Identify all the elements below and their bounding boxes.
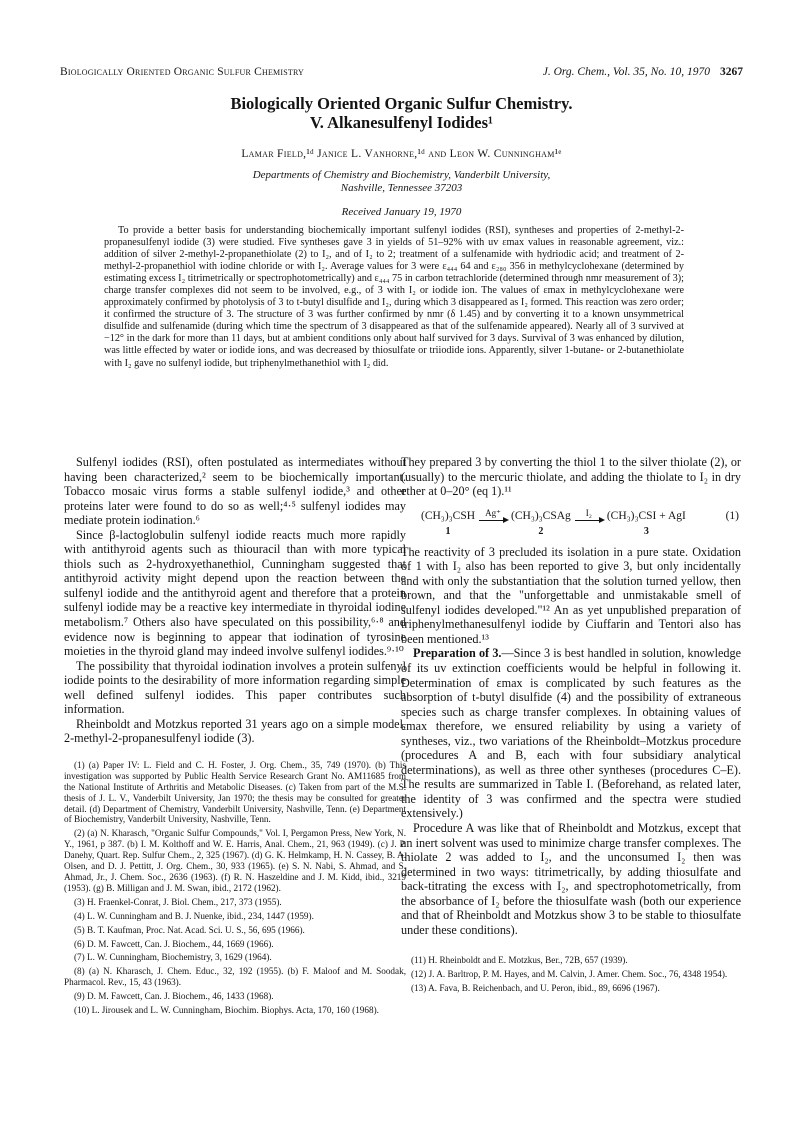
footnote: (1) (a) Paper IV: L. Field and C. H. Foster, J. Org. Chem., 35, 749 (1970). (b) This investigation was supported by Public Health Service Research Grant No. AM11685 from the National Institute of Arthritis and Metabolic Diseases. (c) Taken from part of the M.S. thesis of J. L. V., Vanderbilt University, Jan 1970; the thesis may be consulted for greater detail. (d) Department of Chemistry, Vanderbilt University, Nashville, Tenn. (e) Department of Biochemistry, Vanderbilt University, Nashville, Tenn. (64, 759, 406, 825)
eq-compound-number: 2 (538, 525, 544, 537)
reaction-arrow-2 (575, 509, 603, 521)
left-column (64, 455, 406, 1019)
section-heading: Preparation of 3. (413, 646, 502, 661)
eq-reagent: I₂ (585, 507, 592, 518)
footnote: (10) L. Jirousek and L. W. Cunningham, Biochim. Biophys. Acta, 170, 160 (1968). (74, 1005, 379, 1016)
article-title (60, 94, 743, 132)
running-head-citation (543, 66, 743, 78)
affiliation-line-1: Departments of Chemistry and Biochemistry, Vanderbilt University, (252, 169, 551, 181)
footnote: (9) D. M. Fawcett, Can. J. Biochem., 46, 1433 (1968). (74, 991, 274, 1002)
footnote: (11) H. Rheinboldt and E. Motzkus, Ber., 72B, 657 (1939). (411, 955, 628, 966)
title-line-2: V. Alkanesulfenyl Iodides¹ (310, 113, 493, 132)
paragraph: Sulfenyl iodides (RSI), often postulated as intermediates without having been characterized,² seem to be biochemically important. Tobacco mosaic virus forms a stable sulfenyl iodide,³ and other proteins later were found to do so as well;⁴·⁵ sulfenyl iodides may mediate protein iodination.⁶ (64, 455, 406, 528)
received-date: Received January 19, 1970 (341, 206, 462, 218)
eq-reactant (421, 509, 475, 539)
footnotes-left (64, 760, 406, 1016)
arrow-icon (479, 520, 507, 521)
paragraph: Since β-lactoglobulin sulfenyl iodide reacts much more rapidly with antithyroid agents such as thiouracil than with more typical thiols such as 2-hydroxyethanethiol, Cunningham suggested that antithyroid activity might depend upon the reaction between the sulfenyl iodide and the antithyroid agent and therefore that a protein sulfenyl iodide may be a reactive key intermediate in thyroidal iodine metabolism.⁷ Others also have speculated on this possibility,⁶·⁸ and evidence now is beginning to appear that iodination of tyrosine moieties in the thyroid gland may indeed involve sulfenyl iodides.⁹·¹⁰ (64, 527, 406, 659)
author-list: Lamar Field,¹ᵈ Janice L. Vanhorne,¹ᵈ and Leon W. Cunningham¹ᵉ (241, 148, 562, 160)
eq-compound-number: 3 (643, 525, 649, 537)
eq-intermediate-formula: (CH₃)₃CSAg (511, 509, 571, 522)
page-number: 3267 (720, 66, 743, 78)
equation-number: (1) (725, 509, 739, 522)
footnote: (12) J. A. Barltrop, P. M. Hayes, and M. Calvin, J. Amer. Chem. Soc., 76, 4348 1954). (411, 969, 728, 980)
eq-reactant-formula: (CH₃)₃CSH (421, 509, 476, 522)
footnote: (4) L. W. Cunningham and B. J. Nuenke, ibid., 234, 1447 (1959). (74, 910, 314, 921)
footnote: (13) A. Fava, B. Reichenbach, and U. Peron, ibid., 89, 6696 (1967). (411, 983, 660, 994)
paragraph: Procedure A was like that of Rheinboldt and Motzkus, except that an inert solvent was used to minimize charge transfer complexes. The thiolate 2 was added to I₂, and the unconsumed I₂ then was determined in two ways: titrimetrically, by adding thiosulfate and back-titrating the excess with I₂, and spectrophotometrically, from the absorbance of I₂ before the thiosulfate wash (both our experience and that of Rheinboldt and Motzkus show 3 to be stable to thiosulfate under these conditions). (401, 821, 741, 937)
footnote: (2) (a) N. Kharasch, "Organic Sulfur Compounds," Vol. I, Pergamon Press, New York, N. Y., 1961, p 387. (b) I. M. Kolthoff and W. E. Harris, Anal. Chem., 21, 963 (1949). (c) J. P. Danehy, Quart. Rep. Sulfur Chem., 2, 325 (1967). (d) G. K. Helmkamp, H. N. Cassey, B. A. Olsen, and D. J. Pettitt, J. Org. Chem., 30, 933 (1965). (e) S. N. Nabi, S. Ahmad, and S. Ahmad, Jr., J. Chem. Soc., 2636 (1963). (f) R. N. Haszeldine and J. M. Kidd, ibid., 3219 (1953). (g) B. Milligan and J. M. Swan, ibid., 2172 (1962). (64, 828, 406, 893)
footnote: (3) H. Fraenkel-Conrat, J. Biol. Chem., 217, 373 (1955). (74, 896, 282, 907)
footnote: (6) D. M. Fawcett, Can. J. Biochem., 44, 1669 (1966). (74, 938, 274, 949)
equation-body (421, 509, 686, 539)
footnotes-right (401, 955, 741, 994)
footnote: (5) B. T. Kaufman, Proc. Nat. Acad. Sci. U. S., 56, 695 (1966). (74, 924, 305, 935)
eq-reagent: Ag⁺ (485, 507, 501, 518)
running-head-title: Biologically Oriented Organic Sulfur Chemistry (60, 66, 305, 78)
eq-compound-number: 1 (445, 525, 451, 537)
paragraph: Rheinboldt and Motzkus reported 31 years ago on a simple model, 2-methyl-2-propanesulfenyl iodide (3). (64, 716, 406, 746)
paragraph: The reactivity of 3 precluded its isolation in a pure state. Oxidation of 1 with I₂ also has been reported to give 3, but only incidentally and with only the substantiation that the solution turned yellow, then brown, and that the "unforgettable and unmistakable smell of sulfenyl iodides developed."¹² An as yet unpublished preparation of triphenylmethanesulfenyl iodide by Ciuffarin and Tentori also has been mentioned.¹³ (401, 544, 741, 646)
reaction-arrow-1 (479, 509, 507, 521)
affiliation-line-2: Nashville, Tennessee 37203 (340, 182, 463, 194)
arrow-icon (575, 520, 603, 521)
paragraph: They prepared 3 by converting the thiol 1 to the silver thiolate (2), or (usually) to the mercuric thiolate, and adding the thiolate to I₂ in dry ether at 0–20° (eq 1).¹¹ (401, 455, 741, 499)
paragraph: The possibility that thyroidal iodination involves a protein sulfenyl iodide points to the desirability of more information regarding simple well defined sulfenyl iodides. This paper contributes such information. (64, 658, 406, 717)
eq-product-formula: (CH₃)₃CSI + AgI (606, 509, 686, 522)
running-head (60, 66, 743, 82)
equation-1 (401, 509, 741, 539)
eq-intermediate (511, 509, 571, 539)
paragraph (401, 646, 741, 821)
title-line-1: Biologically Oriented Organic Sulfur Chemistry. (230, 94, 573, 113)
right-column (401, 455, 741, 997)
affiliation (60, 169, 743, 195)
section-text: —Since 3 is best handled in solution, knowledge of its uv extinction coefficients would be helpful in following it. Determination of εmax is complicated by such features as the absorption of t-butyl disulfide (4) and the possibility of extraneous species such as charge transfer complexes. In obtaining values of εmax therefore, we ensured reliability by using a variety of syntheses, viz., two variations of the Rheinboldt–Motzkus procedure (procedures A and B, each with four subsidiary analytical determinations), as well as three other syntheses (procedures C–E). The results are summarized in Table I. (Beforehand, as related later, the identity of 3 was confirmed and the spectra were studied extensively.) (401, 646, 741, 821)
abstract (104, 225, 684, 370)
journal-citation: J. Org. Chem., Vol. 35, No. 10, 1970 (542, 66, 710, 78)
footnote: (7) L. W. Cunningham, Biochemistry, 3, 1629 (1964). (74, 952, 272, 963)
eq-product (607, 509, 686, 539)
footnote: (8) (a) N. Kharasch, J. Chem. Educ., 32, 192 (1955). (b) F. Maloof and M. Soodak, Pharmacol. Rev., 15, 43 (1963). (64, 966, 406, 988)
abstract-text: To provide a better basis for understanding biochemically important sulfenyl iodides (RSI), syntheses and properties of 2-methyl-2-propanesulfenyl iodide (3) were studied. Five syntheses gave 3 in yields of 51–92% with uv εmax values in reasonable agreement, viz.: addition of silver 2-methyl-2-propanethiolate (2) to I₂, and of I₂ to 2; treatment of a sulfenamide with hydriodic acid; and treatment of 2-methyl-2-propanethiol with iodine chloride or with I₂. Average values for 3 were ε₄₄₄ 64 and ε₂₈₀ 356 in methylcyclohexane (determined by estimating excess I₂ titrimetrically or spectrophotometrically) and ε₄₄₄ 75 in carbon tetrachloride (determined through nmr measurement of 3); charge transfer complexes did not seem to be involved, e.g., of 3 with I₂ or iodide ion. The values of εmax in methylcyclohexane were approximately confirmed by photolysis of 3 to t-butyl disulfide and I₂, during which 3 disappeared as I₂ formed. This reaction was zero order; it confirmed the structure of 3. The structure of 3 was further confirmed by nmr (δ 1.45) and by converting it to a known unsymmetrical disulfide and sulfenamide (during which time the spectrum of 3 disappeared as that of the sulfenamide appeared). Nearly all of 3 survived at −12° in the dark for more than 11 days, but at ambient conditions only about half survived for 3 days. Survival of 3 was enhanced by dilution, was little effected by water or iodide ions, and was decreased by thiosulfate or triiodide ions. Apparently, silver 1-butane- or 2-butanethiolate with I₂ gave no sulfenyl iodide, but triphenylmethanethiol with I₂ did. (104, 225, 684, 369)
